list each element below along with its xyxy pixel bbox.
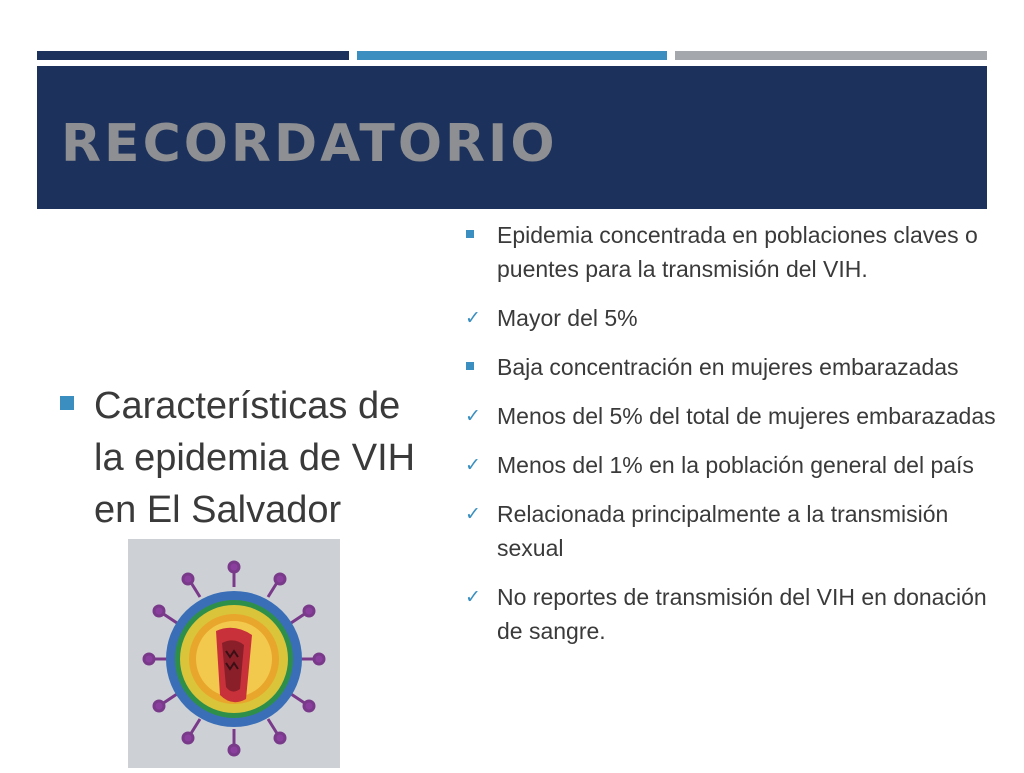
list-item-text: Baja concentración en mujeres embarazadas — [497, 354, 959, 380]
square-bullet-icon — [466, 362, 474, 370]
square-bullet-icon — [466, 230, 474, 238]
title-bar — [37, 66, 987, 209]
list-item-text: No reportes de transmisión del VIH en donación de sangre. — [497, 584, 987, 644]
list-item-text: Menos del 5% del total de mujeres embarazadas — [497, 403, 996, 429]
list-item — [462, 218, 1017, 286]
list-item-text: Epidemia concentrada en poblaciones claves o puentes para la transmisión del VIH. — [497, 222, 978, 282]
hiv-virus-illustration — [128, 539, 340, 768]
list-item-text: Menos del 1% en la población general del país — [497, 452, 974, 478]
virus-svg — [128, 539, 340, 768]
top-stripe-navy — [37, 51, 349, 60]
checkmark-icon: ✓ — [465, 503, 481, 525]
right-bullet-list — [462, 218, 1017, 663]
list-item-text: Relacionada principalmente a la transmisión sexual — [497, 501, 949, 561]
list-item — [462, 497, 1017, 565]
list-item — [462, 301, 1017, 335]
slide-title: RECORDATORIO — [61, 114, 558, 174]
list-item — [462, 580, 1017, 648]
square-bullet-icon — [60, 396, 74, 410]
checkmark-icon: ✓ — [465, 586, 481, 608]
checkmark-icon: ✓ — [465, 454, 481, 476]
list-item — [462, 399, 1017, 433]
top-stripe-blue — [357, 51, 667, 60]
list-item — [462, 350, 1017, 384]
top-stripe-gray — [675, 51, 987, 60]
left-bullet-text: Características de la epidemia de VIH en El Salvador — [94, 385, 416, 531]
checkmark-icon: ✓ — [465, 405, 481, 427]
list-item-text: Mayor del 5% — [497, 305, 638, 331]
checkmark-icon: ✓ — [465, 307, 481, 329]
list-item — [462, 448, 1017, 482]
